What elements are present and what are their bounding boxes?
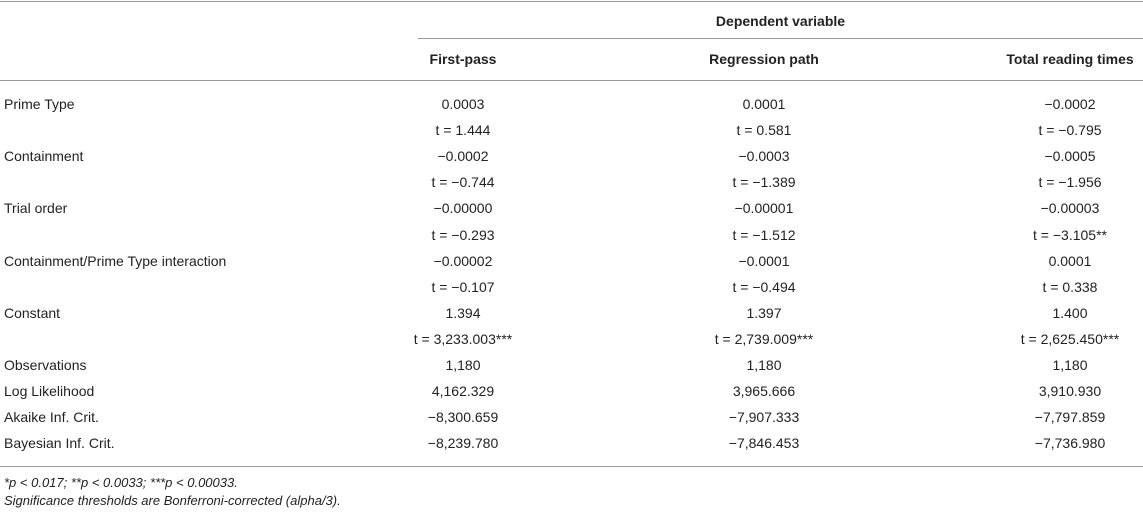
column-header-regression-path: Regression path [709,51,819,67]
table-cell: 1,180 [746,357,782,373]
top-rule [0,1,1143,2]
row-label: Containment [4,148,84,164]
header-rule [0,80,1143,81]
row-label: Prime Type [4,96,75,112]
table-cell: −0.00000 [433,200,493,216]
table-cell: −7,846.453 [728,435,800,451]
table-cell: −0.00002 [433,253,493,269]
table-cell: −0.0003 [738,148,790,164]
significance-note: *p < 0.017; **p < 0.0033; ***p < 0.00033. [4,475,238,490]
table-cell: t = −0.795 [1038,122,1102,138]
table-cell: t = 2,625.450*** [1020,331,1120,347]
table-cell: 3,910.930 [1038,383,1102,399]
table-cell: −0.0001 [738,253,790,269]
table-cell: −7,797.859 [1034,409,1106,425]
table-cell: t = −0.494 [732,279,796,295]
table-cell: t = −3.105** [1033,227,1107,243]
table-cell: −0.00003 [1040,200,1100,216]
table-cell: −8,300.659 [427,409,499,425]
row-label: Containment/Prime Type interaction [4,253,227,269]
table-cell: −7,907.333 [728,409,800,425]
bottom-rule [0,466,1143,467]
row-label: Constant [4,305,61,321]
table-cell: t = 3,233.003*** [413,331,513,347]
table-cell: −8,239.780 [427,435,499,451]
row-label: Akaike Inf. Crit. [4,409,99,425]
table-cell: 0.0001 [742,96,786,112]
table-cell: 3,965.666 [732,383,796,399]
table-cell: 1.400 [1052,305,1088,321]
row-label: Observations [4,357,87,373]
column-header-first-pass: First-pass [429,51,497,67]
table-cell: −7,736.980 [1034,435,1106,451]
table-cell: t = 1.444 [435,122,491,138]
table-cell: t = 0.338 [1042,279,1098,295]
table-cell: t = 0.581 [736,122,792,138]
table-cell: t = 2,739.009*** [714,331,814,347]
table-cell: t = −1.956 [1038,174,1102,190]
table-cell: t = −0.293 [431,227,495,243]
table-cell: −0.00001 [734,200,794,216]
table-cell: 1,180 [445,357,481,373]
dependent-variable-header: Dependent variable [715,13,846,29]
table-cell: 0.0003 [441,96,485,112]
correction-note: Significance thresholds are Bonferroni-corrected (alpha/3). [4,493,341,508]
table-cell: t = −1.512 [732,227,796,243]
table-cell: t = −0.107 [431,279,495,295]
table-cell: 4,162.329 [431,383,495,399]
table-cell: t = −0.744 [431,174,495,190]
table-cell: −0.0005 [1044,148,1096,164]
table-cell: −0.0002 [437,148,489,164]
table-cell: 1,180 [1052,357,1088,373]
row-label: Log Likelihood [4,383,95,399]
row-label: Trial order [4,200,68,216]
dependent-variable-rule [418,38,1143,39]
table-cell: 0.0001 [1048,253,1092,269]
table-cell: −0.0002 [1044,96,1096,112]
table-cell: t = −1.389 [732,174,796,190]
column-header-total-reading-times: Total reading times [1006,51,1134,67]
table-cell: 1.394 [445,305,481,321]
row-label: Bayesian Inf. Crit. [4,435,115,451]
table-cell: 1.397 [746,305,782,321]
